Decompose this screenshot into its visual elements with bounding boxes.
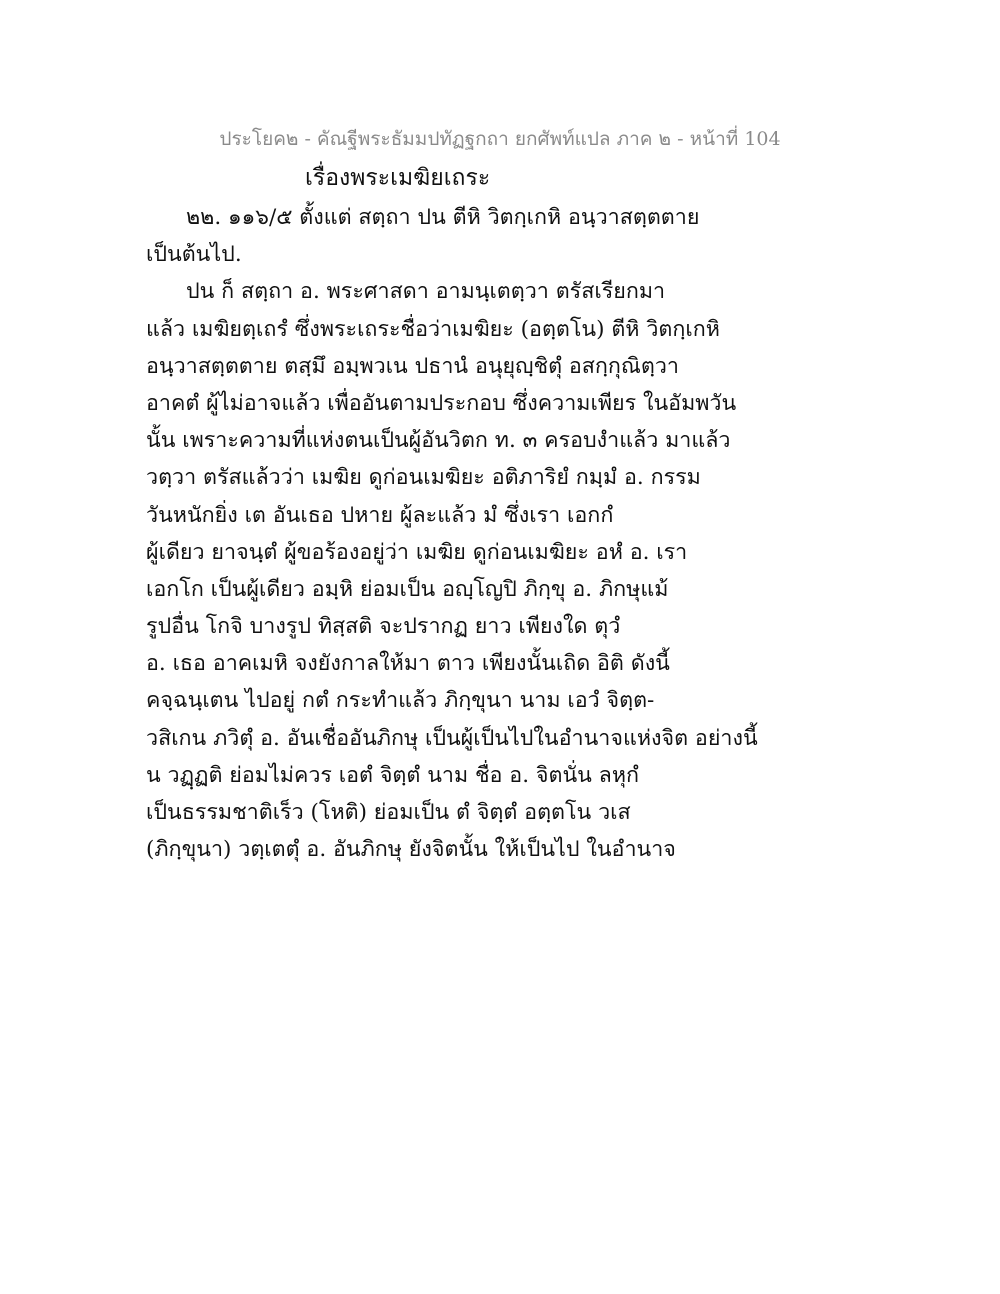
text-line: นั้น เพราะความที่แห่งตนเป็นผู้อันวิตก ท. ๓ ครอบงำแล้ว มาแล้ว xyxy=(146,428,731,454)
text-line: อาคตํ ผู้ไม่อาจแล้ว เพื่ออันตามประกอบ ซึ่งความเพียร ในอัมพวัน xyxy=(146,390,737,416)
story-title: เรื่องพระเมฆิยเถระ xyxy=(305,165,491,191)
text-line: ผู้เดียว ยาจนฺตํ ผู้ขอร้องอยู่ว่า เมฆิย ดูก่อนเมฆิยะ อหํ อ. เรา xyxy=(146,539,688,565)
text-line: รูปอื่น โกจิ บางรูป ทิสฺสติ จะปรากฏ ยาว เพียงใด ตุวํ xyxy=(146,614,621,640)
text-line: ปน ก็ สตฺถา อ. พระศาสดา อามนฺเตตฺวา ตรัสเรียกมา xyxy=(186,279,666,305)
text-line: (ภิกฺขุนา) วตฺเตตุํ อ. อันภิกษุ ยังจิตนั้น ให้เป็นไป ในอำนาจ xyxy=(146,837,676,863)
text-line: แล้ว เมฆิยตฺเถรํ ซึ่งพระเถระชื่อว่าเมฆิยะ (อตฺตโน) ตีหิ วิตกฺเกหิ xyxy=(146,316,720,342)
text-line: เอกโก เป็นผู้เดียว อมฺหิ ย่อมเป็น อญฺโญปิ ภิกฺขุ อ. ภิกษุแม้ xyxy=(146,576,669,602)
text-line: อนฺวาสตฺตตาย ตสฺมึ อมฺพวเน ปธานํ อนุยุญฺชิตุํ อสกฺกุณิตฺวา xyxy=(146,353,679,379)
text-line: เป็นธรรมชาติเร็ว (โหติ) ย่อมเป็น ตํ จิตฺตํ อตฺตโน วเส xyxy=(146,800,631,825)
text-line: วสิเกน ภวิตุํ อ. อันเชื่ออันภิกษุ เป็นผู้เป็นไปในอำนาจแห่งจิต อย่างนี้ xyxy=(146,725,758,751)
text-line: คจฺฉนฺเตน ไปอยู่ กตํ กระทำแล้ว ภิกฺขุนา นาม เอวํ จิตฺต- xyxy=(146,688,655,714)
text-line: น วฏฺฏติ ย่อมไม่ควร เอตํ จิตฺตํ นาม ชื่อ อ. จิตนั่น ลหุกํ xyxy=(146,762,640,788)
text-line: เป็นต้นไป. xyxy=(146,242,242,268)
body-text xyxy=(146,199,758,868)
running-header: ประโยค๒ - คัณฐีพระธัมมปทัฏฐกถา ยกศัพท์แปล ภาค ๒ - หน้าที่ 104 xyxy=(219,128,781,150)
text-line: อ. เธอ อาคเมหิ จงยังกาลให้มา ตาว เพียงนั้นเถิด อิติ ดังนี้ xyxy=(146,651,670,677)
text-line: ๒๒. ๑๑๖/๕ ตั้งแต่ สตฺถา ปน ตีหิ วิตกฺเกหิ อนฺวาสตฺตตาย xyxy=(186,205,700,230)
text-line: วตฺวา ตรัสแล้วว่า เมฆิย ดูก่อนเมฆิยะ อติภาริยํ กมฺมํ อ. กรรม xyxy=(146,465,701,491)
text-line: วันหนักยิ่ง เต อันเธอ ปหาย ผู้ละแล้ว มํ ซึ่งเรา เอกกํ xyxy=(146,502,614,528)
